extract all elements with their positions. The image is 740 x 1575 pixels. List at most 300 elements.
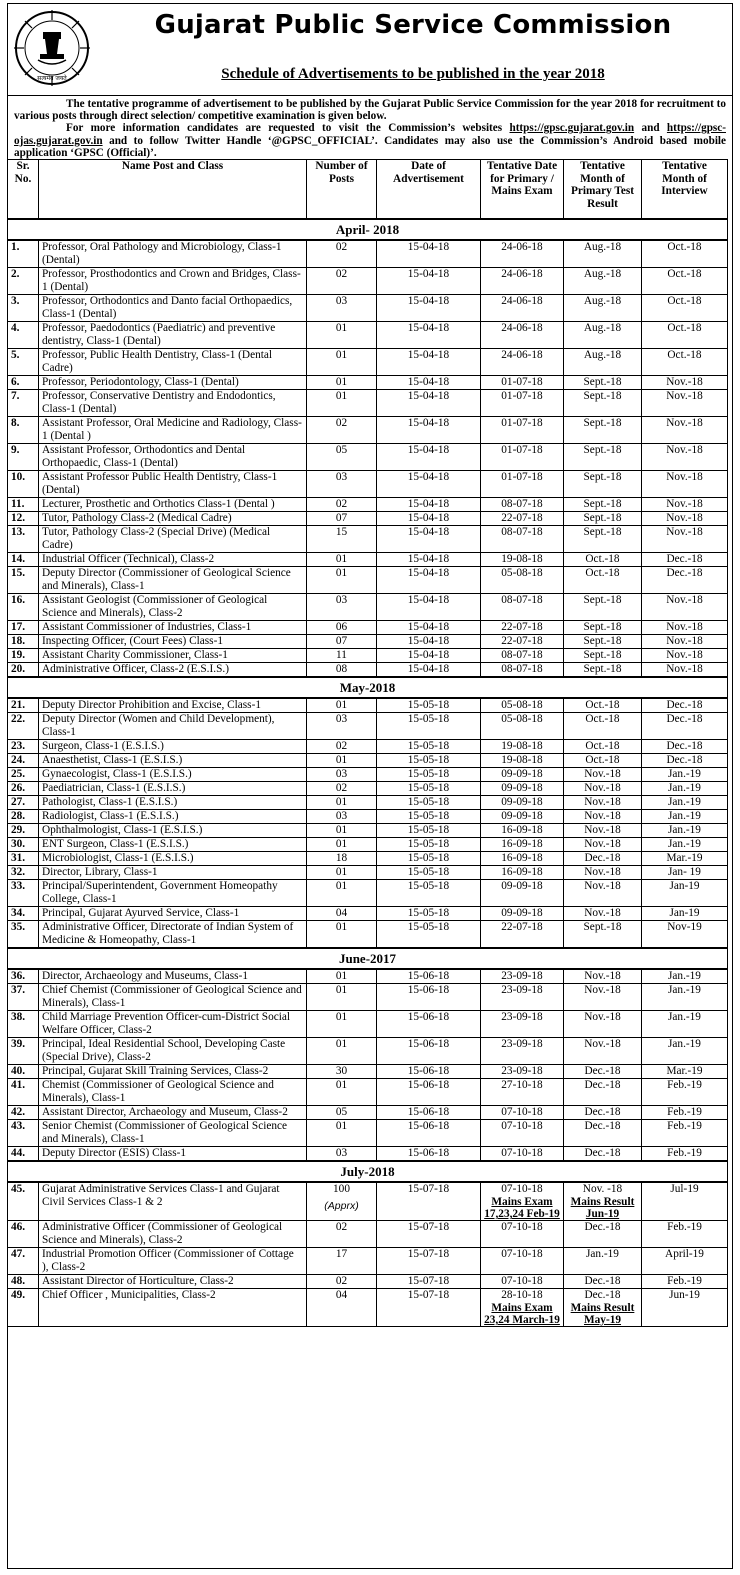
cell-result xyxy=(564,698,642,713)
cell-adv-value: 15-04-18 xyxy=(407,376,450,389)
cell-num-value: 03 xyxy=(335,471,348,484)
cell-result xyxy=(564,866,642,880)
cell-exam-value: 16-09-18 xyxy=(501,852,543,865)
cell-post xyxy=(39,349,307,376)
cell-post xyxy=(39,376,307,390)
cell-num xyxy=(307,1289,377,1327)
cell-post-value: Surgeon, Class-1 (E.S.I.S.) xyxy=(42,740,164,753)
month-heading: June-2017 xyxy=(338,951,397,967)
document-header xyxy=(8,4,732,96)
cell-exam-value: 24-06-18 xyxy=(501,349,543,362)
cell-post-value: Inspecting Officer, (Court Fees) Class-1 xyxy=(42,635,223,648)
cell-adv-value: 15-06-18 xyxy=(407,1120,450,1133)
cell-post xyxy=(39,1182,307,1221)
cell-adv xyxy=(377,322,481,349)
cell-sr-value: 48. xyxy=(11,1275,26,1288)
cell-num xyxy=(307,866,377,880)
cell-num xyxy=(307,349,377,376)
cell-post-value: Professor, Paedodontics (Paediatric) and preventive dentistry, Class-1 (Dental) xyxy=(42,322,276,348)
cell-exam-value: 27-10-18 xyxy=(501,1079,543,1092)
cell-interview xyxy=(642,1147,728,1162)
cell-adv xyxy=(377,649,481,663)
cell-sr xyxy=(8,1289,39,1327)
intro-text-c: and to follow Twitter Handle ‘@GPSC_OFFICIAL’. Candidates may also use the Commission’s Android based mobile application ‘GPSC (Official)’. xyxy=(14,134,726,159)
cell-exam-value: 23-09-18 xyxy=(501,1038,543,1051)
cell-sr xyxy=(8,880,39,907)
cell-exam xyxy=(481,1248,564,1275)
cell-exam xyxy=(481,390,564,417)
cell-result-value: Oct.-18 xyxy=(585,754,620,767)
cell-sr-value: 11. xyxy=(11,498,25,511)
table-row xyxy=(8,852,728,866)
table-row xyxy=(8,526,728,553)
cell-exam-value: 23-09-18 xyxy=(501,970,543,983)
cell-result-value: Dec.-18 xyxy=(584,1106,621,1119)
cell-num-value: 01 xyxy=(335,1079,348,1092)
cell-result xyxy=(564,754,642,768)
cell-num-value: 03 xyxy=(335,713,348,726)
table-row xyxy=(8,1289,728,1327)
cell-num xyxy=(307,621,377,635)
cell-interview-value: Nov.-18 xyxy=(666,594,703,607)
cell-adv xyxy=(377,1248,481,1275)
cell-sr xyxy=(8,635,39,649)
cell-adv xyxy=(377,594,481,621)
cell-sr xyxy=(8,594,39,621)
cell-num-value: 01 xyxy=(335,322,348,335)
cell-num xyxy=(307,498,377,512)
cell-num xyxy=(307,969,377,984)
cell-sr xyxy=(8,984,39,1011)
cell-exam-value: 07-10-18 xyxy=(501,1147,543,1160)
page-subtitle: Schedule of Advertisements to be published in the year 2018 xyxy=(221,66,605,82)
cell-num-value: 02 xyxy=(335,782,348,795)
cell-result-value: Dec.-18 xyxy=(584,1065,621,1078)
cell-post xyxy=(39,782,307,796)
cell-exam xyxy=(481,498,564,512)
cell-sr xyxy=(8,824,39,838)
cell-result-value: Aug.-18 xyxy=(583,241,622,254)
cell-sr xyxy=(8,240,39,268)
cell-exam xyxy=(481,838,564,852)
cell-result xyxy=(564,295,642,322)
table-row xyxy=(8,417,728,444)
cell-adv-value: 15-04-18 xyxy=(407,417,450,430)
cell-adv-value: 15-05-18 xyxy=(407,866,450,879)
cell-num-value: 01 xyxy=(335,1038,348,1051)
cell-exam xyxy=(481,782,564,796)
cell-adv xyxy=(377,782,481,796)
cell-sr-value: 6. xyxy=(11,376,20,389)
intro-text-a: For more information candidates are requested to visit the Commission’s websites xyxy=(66,122,510,135)
cell-interview xyxy=(642,698,728,713)
cell-exam-value: 19-08-18 xyxy=(501,754,543,767)
table-row xyxy=(8,295,728,322)
cell-sr xyxy=(8,796,39,810)
cell-adv xyxy=(377,553,481,567)
cell-sr-value: 15. xyxy=(11,567,26,580)
cell-interview xyxy=(642,567,728,594)
cell-sr-value: 45. xyxy=(11,1183,26,1196)
cell-sr-value: 14. xyxy=(11,553,26,566)
logo-motto: सत्यमेव जयते xyxy=(37,75,67,82)
cell-exam xyxy=(481,969,564,984)
cell-exam-value: 07-10-18 xyxy=(501,1275,543,1288)
cell-num xyxy=(307,1182,377,1221)
cell-post-value: Chemist (Commissioner of Geological Science and Minerals), Class-1 xyxy=(42,1079,274,1105)
cell-interview-value: Dec.-18 xyxy=(666,699,703,712)
cell-sr xyxy=(8,376,39,390)
cell-result xyxy=(564,740,642,754)
cell-sr-value: 25. xyxy=(11,768,26,781)
cell-sr-value: 47. xyxy=(11,1248,26,1261)
cell-result-value: Oct.-18 xyxy=(585,713,620,726)
table-row xyxy=(8,1221,728,1248)
cell-interview-value: Jan.-19 xyxy=(668,810,701,823)
cell-result-value: Nov.-18 xyxy=(584,984,621,997)
cell-result-value: Nov.-18 xyxy=(584,866,621,879)
cell-interview-value: Jan.-19 xyxy=(668,796,701,809)
cell-exam xyxy=(481,471,564,498)
cell-num xyxy=(307,713,377,740)
cell-post xyxy=(39,796,307,810)
cell-post-value: Paediatrician, Class-1 (E.S.I.S.) xyxy=(42,782,186,795)
cell-sr xyxy=(8,621,39,635)
cell-sr-value: 12. xyxy=(11,512,26,525)
cell-num xyxy=(307,1065,377,1079)
cell-interview-value: Feb.-19 xyxy=(667,1275,702,1288)
cell-sr-value: 17. xyxy=(11,621,26,634)
cell-exam-value: 01-07-18 xyxy=(501,471,543,484)
table-row xyxy=(8,866,728,880)
cell-result-value: Nov.-18 xyxy=(584,1011,621,1024)
cell-post xyxy=(39,713,307,740)
table-row xyxy=(8,740,728,754)
page-title: Gujarat Public Service Commission xyxy=(154,10,672,40)
cell-post xyxy=(39,1289,307,1327)
cell-interview xyxy=(642,1065,728,1079)
cell-sr xyxy=(8,567,39,594)
cell-num xyxy=(307,1275,377,1289)
cell-post xyxy=(39,1079,307,1106)
column-header: Number of Posts xyxy=(307,160,377,220)
cell-num-value: 03 xyxy=(335,768,348,781)
cell-sr-value: 40. xyxy=(11,1065,26,1078)
cell-sr-value: 19. xyxy=(11,649,26,662)
cell-num-value: 04 xyxy=(335,1289,348,1302)
cell-post xyxy=(39,866,307,880)
table-row xyxy=(8,1011,728,1038)
cell-adv-value: 15-07-18 xyxy=(407,1221,450,1234)
cell-interview-value: Nov.-18 xyxy=(666,649,703,662)
cell-interview-value: Jan-19 xyxy=(669,907,700,920)
cell-result-value: Nov.-18 xyxy=(584,970,621,983)
cell-adv xyxy=(377,349,481,376)
cell-sr xyxy=(8,713,39,740)
cell-interview xyxy=(642,512,728,526)
cell-adv-value: 15-05-18 xyxy=(407,796,450,809)
table-row xyxy=(8,649,728,663)
cell-sr-value: 35. xyxy=(11,921,26,934)
cell-post xyxy=(39,880,307,907)
cell-post xyxy=(39,810,307,824)
cell-post xyxy=(39,553,307,567)
mains-exam-note: Mains Exam xyxy=(491,1302,553,1315)
cell-interview-value: Jan.-19 xyxy=(668,984,701,997)
cell-num xyxy=(307,824,377,838)
cell-adv xyxy=(377,1182,481,1221)
cell-adv xyxy=(377,969,481,984)
cell-sr xyxy=(8,349,39,376)
column-header: Date of Advertisement xyxy=(377,160,481,220)
gpsc-website-link[interactable]: https://gpsc.gujarat.gov.in xyxy=(509,122,635,135)
cell-interview-value: Nov.-18 xyxy=(666,526,703,539)
cell-post-value: Professor, Oral Pathology and Microbiology, Class-1 (Dental) xyxy=(42,241,282,267)
cell-sr xyxy=(8,1106,39,1120)
cell-interview-value: Jan.-19 xyxy=(668,1011,701,1024)
cell-num-value: 01 xyxy=(335,796,348,809)
cell-exam-value: 23-09-18 xyxy=(501,984,543,997)
table-row xyxy=(8,663,728,678)
cell-num xyxy=(307,444,377,471)
intro-text xyxy=(8,96,732,159)
table-row xyxy=(8,1275,728,1289)
table-row xyxy=(8,698,728,713)
cell-interview-value: Jan.-19 xyxy=(668,1038,701,1051)
cell-exam-value: 23-09-18 xyxy=(501,1011,543,1024)
cell-interview-value: Feb.-19 xyxy=(667,1120,702,1133)
cell-num-value: 17 xyxy=(335,1248,348,1261)
cell-interview-value: Jan-19 xyxy=(669,880,700,893)
cell-result-value: Sept.-18 xyxy=(583,444,622,457)
cell-adv-value: 15-05-18 xyxy=(407,838,450,851)
cell-exam xyxy=(481,417,564,444)
cell-post-value: Professor, Periodontology, Class-1 (Dental) xyxy=(42,376,239,389)
cell-result-value: Dec.-18 xyxy=(584,1079,621,1092)
cell-interview xyxy=(642,471,728,498)
table-row xyxy=(8,969,728,984)
cell-exam-value: 08-07-18 xyxy=(501,663,543,676)
cell-num-value: 15 xyxy=(335,526,348,539)
cell-exam xyxy=(481,512,564,526)
cell-interview-value: Feb.-19 xyxy=(667,1221,702,1234)
cell-interview xyxy=(642,824,728,838)
cell-exam xyxy=(481,594,564,621)
cell-adv xyxy=(377,417,481,444)
cell-exam-value: 09-09-18 xyxy=(501,810,543,823)
cell-adv xyxy=(377,295,481,322)
cell-sr-value: 46. xyxy=(11,1221,26,1234)
cell-interview-value: Oct.-18 xyxy=(667,295,702,308)
cell-post xyxy=(39,417,307,444)
table-row xyxy=(8,984,728,1011)
cell-adv xyxy=(377,663,481,678)
cell-exam-value: 09-09-18 xyxy=(501,880,543,893)
cell-sr xyxy=(8,852,39,866)
cell-adv xyxy=(377,740,481,754)
cell-sr xyxy=(8,768,39,782)
cell-result-value: Oct.-18 xyxy=(585,740,620,753)
month-heading-cell xyxy=(8,219,728,240)
cell-post xyxy=(39,621,307,635)
cell-adv-value: 15-06-18 xyxy=(407,1079,450,1092)
cell-exam xyxy=(481,1289,564,1327)
table-row xyxy=(8,782,728,796)
cell-exam-value: 07-10-18 xyxy=(501,1120,543,1133)
cell-exam xyxy=(481,866,564,880)
cell-exam xyxy=(481,796,564,810)
cell-num xyxy=(307,526,377,553)
cell-num-value: 01 xyxy=(335,699,348,712)
cell-exam-value: 07-10-18 xyxy=(501,1183,543,1196)
cell-exam xyxy=(481,921,564,949)
cell-post-value: Principal, Gujarat Ayurved Service, Class-1 xyxy=(42,907,240,920)
cell-num-value: 08 xyxy=(335,663,348,676)
cell-result xyxy=(564,1221,642,1248)
cell-result xyxy=(564,553,642,567)
cell-result xyxy=(564,635,642,649)
cell-post-value: Administrative Officer (Commissioner of Geological Science and Minerals), Class-2 xyxy=(42,1221,283,1247)
cell-interview-value: Jan.-19 xyxy=(668,782,701,795)
cell-exam xyxy=(481,1221,564,1248)
cell-adv-value: 15-04-18 xyxy=(407,471,450,484)
cell-interview-value: Feb.-19 xyxy=(667,1079,702,1092)
cell-exam xyxy=(481,1106,564,1120)
cell-interview-value: Jun-19 xyxy=(669,1289,700,1302)
cell-result xyxy=(564,417,642,444)
cell-adv-value: 15-04-18 xyxy=(407,390,450,403)
cell-exam xyxy=(481,1079,564,1106)
table-row xyxy=(8,1106,728,1120)
cell-num xyxy=(307,240,377,268)
cell-adv xyxy=(377,376,481,390)
cell-interview xyxy=(642,621,728,635)
cell-adv-value: 15-05-18 xyxy=(407,740,450,753)
cell-exam-value: 07-10-18 xyxy=(501,1221,543,1234)
cell-num-value: 01 xyxy=(335,390,348,403)
cell-post-value: Radiologist, Class-1 (E.S.I.S.) xyxy=(42,810,179,823)
table-row xyxy=(8,921,728,949)
table-row xyxy=(8,824,728,838)
cell-num xyxy=(307,390,377,417)
cell-exam xyxy=(481,621,564,635)
cell-adv xyxy=(377,635,481,649)
cell-exam xyxy=(481,1275,564,1289)
cell-num-value: 02 xyxy=(335,268,348,281)
cell-result xyxy=(564,838,642,852)
cell-sr-value: 37. xyxy=(11,984,26,997)
cell-exam-value: 24-06-18 xyxy=(501,322,543,335)
cell-sr-value: 41. xyxy=(11,1079,26,1092)
cell-post xyxy=(39,471,307,498)
cell-adv-value: 15-07-18 xyxy=(407,1248,450,1261)
gpsc-emblem-logo xyxy=(12,8,92,92)
cell-adv-value: 15-04-18 xyxy=(407,512,450,525)
cell-exam-value: 08-07-18 xyxy=(501,649,543,662)
cell-post xyxy=(39,768,307,782)
cell-interview-value: Mar.-19 xyxy=(666,1065,703,1078)
cell-post xyxy=(39,390,307,417)
cell-sr xyxy=(8,553,39,567)
cell-post xyxy=(39,838,307,852)
cell-exam xyxy=(481,740,564,754)
cell-sr-value: 10. xyxy=(11,471,26,484)
mains-exam-note: 23,24 March-19 xyxy=(484,1314,560,1327)
column-header: Tentative Month of Primary Test Result xyxy=(564,160,642,220)
cell-result xyxy=(564,1248,642,1275)
cell-num xyxy=(307,921,377,949)
cell-post-value: Microbiologist, Class-1 (E.S.I.S.) xyxy=(42,852,194,865)
cell-adv-value: 15-04-18 xyxy=(407,553,450,566)
cell-interview-value: Nov.-18 xyxy=(666,471,703,484)
cell-sr xyxy=(8,782,39,796)
cell-result xyxy=(564,471,642,498)
cell-post xyxy=(39,512,307,526)
cell-result-value: Nov.-18 xyxy=(584,824,621,837)
cell-num-value: 01 xyxy=(335,754,348,767)
intro-paragraph-1: The tentative programme of advertisement to be published by the Gujarat Public Service Commission for the year 2018 for recruitment to various posts through direct selection/ competitive examination is given below. xyxy=(14,98,726,123)
cell-num-value: 02 xyxy=(335,740,348,753)
cell-sr-value: 23. xyxy=(11,740,26,753)
cell-adv xyxy=(377,796,481,810)
ojas-website-link[interactable]: https://gpsc-ojas.gujarat.gov.in xyxy=(14,122,726,147)
cell-interview xyxy=(642,921,728,949)
cell-interview xyxy=(642,796,728,810)
cell-result-value: Nov.-18 xyxy=(584,768,621,781)
mains-result-note: Jun-19 xyxy=(585,1208,620,1221)
cell-interview-value: Oct.-18 xyxy=(667,268,702,281)
cell-interview-value: Feb.-19 xyxy=(667,1106,702,1119)
cell-adv-value: 15-04-18 xyxy=(407,444,450,457)
cell-exam-value: 22-07-18 xyxy=(501,621,543,634)
cell-post xyxy=(39,698,307,713)
cell-adv-value: 15-04-18 xyxy=(407,635,450,648)
cell-post-value: Gynaecologist, Class-1 (E.S.I.S.) xyxy=(42,768,192,781)
cell-interview xyxy=(642,663,728,678)
cell-post-value: Lecturer, Prosthetic and Orthotics Class-1 (Dental ) xyxy=(42,498,275,511)
cell-post-value: Senior Chemist (Commissioner of Geological Science and Minerals), Class-1 xyxy=(42,1120,288,1146)
cell-sr-value: 33. xyxy=(11,880,26,893)
table-row xyxy=(8,322,728,349)
cell-interview xyxy=(642,322,728,349)
cell-result xyxy=(564,1275,642,1289)
table-row xyxy=(8,567,728,594)
cell-adv-value: 15-07-18 xyxy=(407,1275,450,1288)
cell-sr-value: 1. xyxy=(11,241,20,254)
cell-exam xyxy=(481,1038,564,1065)
cell-post-value: Professor, Orthodontics and Danto facial Orthopaedics, Class-1 (Dental) xyxy=(42,295,293,321)
cell-num-value: 02 xyxy=(335,1275,348,1288)
cell-interview-value: Jan- 19 xyxy=(668,866,701,879)
cell-sr-value: 9. xyxy=(11,444,20,457)
cell-post-value: Assistant Commissioner of Industries, Class-1 xyxy=(42,621,252,634)
intro-paragraph-2 xyxy=(14,122,726,159)
table-row xyxy=(8,796,728,810)
cell-exam-value: 23-09-18 xyxy=(501,1065,543,1078)
cell-adv xyxy=(377,907,481,921)
cell-interview-value: Nov-19 xyxy=(667,921,702,934)
cell-sr-value: 7. xyxy=(11,390,20,403)
cell-post xyxy=(39,1221,307,1248)
cell-exam xyxy=(481,768,564,782)
cell-post xyxy=(39,852,307,866)
cell-adv-value: 15-07-18 xyxy=(407,1289,450,1302)
cell-num-value: 06 xyxy=(335,621,348,634)
cell-result xyxy=(564,824,642,838)
cell-post-value: Chief Officer , Municipalities, Class-2 xyxy=(42,1289,216,1302)
cell-num xyxy=(307,880,377,907)
table-row xyxy=(8,621,728,635)
